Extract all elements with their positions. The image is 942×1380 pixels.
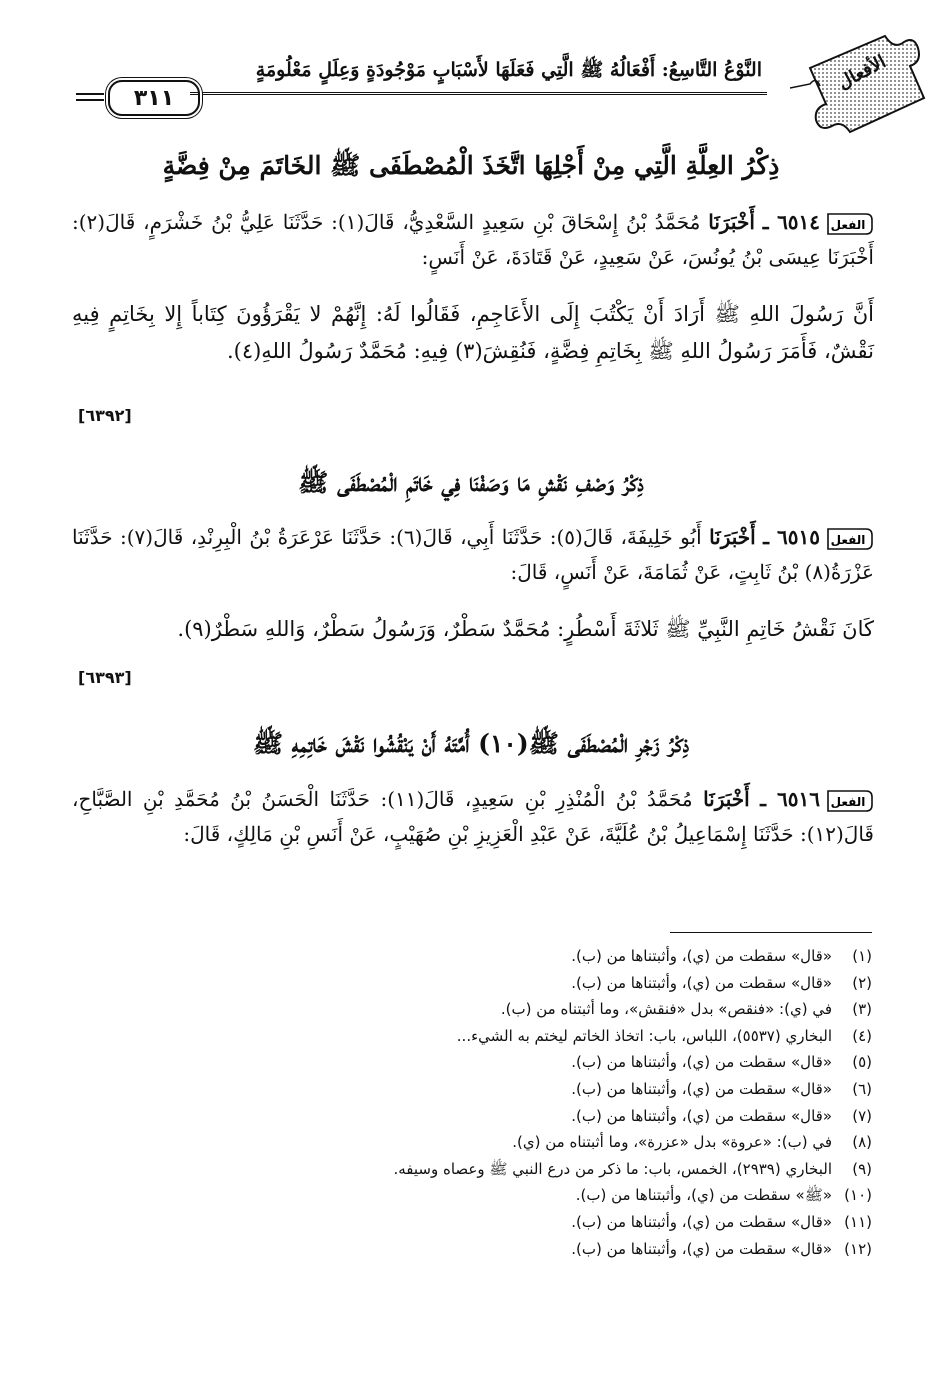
isnad-paragraph xyxy=(72,520,874,590)
footnote-number: (١٢) xyxy=(844,1239,872,1258)
akhbarana: أَخْبَرَنَا xyxy=(703,787,750,811)
footnote-text: «قال» سقطت من (ي)، وأثبتناها من (ب). xyxy=(571,1106,832,1125)
footnote-number: (١١) xyxy=(844,1212,872,1231)
footnote-text: «قال» سقطت من (ي)، وأثبتناها من (ب). xyxy=(571,947,832,965)
footnote-text: «قال» سقطت من (ي)، وأثبتناها من (ب). xyxy=(571,1053,832,1072)
footnote-text: البخاري (٢٩٣٩)، الخمس، باب: ما ذكر من درع النبي ﷺ وعصاه وسيفه. xyxy=(393,1159,832,1178)
section-heading: ذِكْرُ زَجْرِ الْمُصْطَفَى ﷺ(١٠) أُمَّتَهُ أَنْ يَنْقُشُوا نَقْشَ خَاتِمِهِ ﷺ xyxy=(252,729,690,758)
hadith-number: ٦٥١٦ ـ xyxy=(760,787,820,811)
section-tag-label: الأفعال xyxy=(834,51,890,94)
footnote-number: (١٠) xyxy=(844,1186,872,1205)
footnote-number: (٢) xyxy=(852,973,872,992)
footnote xyxy=(72,1103,872,1130)
footnote xyxy=(72,943,872,970)
footnote xyxy=(72,1076,872,1103)
isnad-text: مُحَمَّدُ بْنُ إِسْحَاقَ بْنِ سَعِيدٍ السَّعْدِيُّ، قَالَ(١): حَدَّثَنَا عَلِيُّ بْنُ خَشْرَمٍ، قَالَ(٢): أَخْبَرَنَا عِيسَى بْنُ يُونُسَ، عَنْ سَعِيدٍ، عَنْ قَتَادَةَ، عَنْ أَنَسٍ: xyxy=(72,210,874,269)
footnote-text: «قال» سقطت من (ي)، وأثبتناها من (ب). xyxy=(571,1212,832,1231)
matn-paragraph: كَانَ نَقْشُ خَاتِمِ النَّبِيِّ ﷺ ثَلاثَةَ أَسْطُرٍ: مُحَمَّدٌ سَطْرٌ، وَرَسُولُ سَطْرٌ، وَاللهِ سَطْرٌ(٩). xyxy=(177,617,874,641)
badge-label: الفعل xyxy=(830,532,866,547)
footnote xyxy=(72,1129,872,1156)
footnote-text: «قال» سقطت من (ي)، وأثبتناها من (ب). xyxy=(571,973,832,992)
fiil-badge-icon xyxy=(826,211,874,237)
hadith-number: ٦٥١٤ ـ xyxy=(762,210,821,234)
header-rule xyxy=(190,92,767,95)
header-rule-left xyxy=(76,99,104,101)
footnote-number: (٧) xyxy=(852,1106,872,1125)
footnote-number: (٦) xyxy=(852,1079,872,1098)
footnote-text: «قال» سقطت من (ي)، وأثبتناها من (ب). xyxy=(571,1239,832,1258)
footnote-text: «قال» سقطت من (ي)، وأثبتناها من (ب). xyxy=(571,1079,832,1098)
running-title: النَّوْعُ التَّاسِعُ: أَفْعَالُهُ ﷺ الَّتِي فَعَلَهَا لأَسْبَابٍ مَوْجُودَةٍ وَعِلَلٍ مَعْلُومَةٍ xyxy=(255,59,762,81)
badge-label: الفعل xyxy=(830,794,866,809)
section-tag-emblem xyxy=(790,28,932,146)
footnote xyxy=(72,1156,872,1183)
page-number: ٣١١ xyxy=(108,80,200,116)
footnote-number: (٨) xyxy=(852,1133,872,1152)
footnote-number: (٥) xyxy=(852,1053,872,1072)
footnote xyxy=(72,996,872,1023)
isnad-paragraph xyxy=(72,205,874,275)
footnote-text: «ﷺ» سقطت من (ي)، وأثبتناها من (ب). xyxy=(575,1186,832,1205)
footnote-number: (١) xyxy=(852,947,872,965)
footnote-number: (٣) xyxy=(852,1000,872,1019)
matn-paragraph: أَنَّ رَسُولَ اللهِ ﷺ أَرَادَ أَنْ يَكْتُبَ إِلَى الأَعَاجِمِ، فَقَالُوا لَهُ: إِنَّهُمْ لا يَقْرَؤُونَ كِتَاباً إِلا بِخَاتِمٍ فِيهِ نَقْشٌ، فَأَمَرَ رَسُولُ اللهِ ﷺ بِخَاتِمِ فِضَّةٍ، فَنُقِشَ(٣) فِيهِ: مُحَمَّدٌ رَسُولُ اللهِ(٤). xyxy=(72,302,874,363)
footnote xyxy=(72,1236,872,1263)
footnote xyxy=(72,1182,872,1209)
footnote xyxy=(72,970,872,997)
hadith-number: ٦٥١٥ ـ xyxy=(763,525,820,549)
section-heading: ذِكْرُ وَصْفِ نَقْشِ مَا وَصَفْنَا فِي خَاتَمِ الْمُصْطَفَى ﷺ xyxy=(298,468,644,497)
footnote-number: (٤) xyxy=(852,1026,872,1045)
akhbarana: أَخْبَرَنَا xyxy=(708,210,755,234)
footnote-text: البخاري (٥٥٣٧)، اللباس، باب: اتخاذ الخاتم ليختم به الشيء... xyxy=(456,1026,832,1045)
footnote-separator xyxy=(670,932,872,933)
isnad-text: مُحَمَّدُ بْنُ الْمُنْذِرِ بْنِ سَعِيدٍ، قَالَ(١١): حَدَّثَنَا الْحَسَنُ بْنُ مُحَمَّدِ بْنِ الصَّبَّاحِ، قَالَ(١٢): حَدَّثَنَا إِسْمَاعِيلُ بْنُ عُلَيَّةَ، عَنْ عَبْدِ الْعَزِيزِ بْنِ صُهَيْبٍ، عَنْ أَنَسِ بْنِ مَالِكٍ، قَالَ: xyxy=(72,787,874,846)
isnad-paragraph xyxy=(72,782,874,852)
footnote-text: في (ب): «عروة» بدل «عزرة»، وما أثبتناه من (ي). xyxy=(512,1133,832,1152)
fiil-badge-icon xyxy=(826,526,874,552)
akhbarana: أَخْبَرَنَا xyxy=(709,525,756,549)
header-rule-left xyxy=(76,93,104,95)
fiil-badge-icon xyxy=(826,788,874,814)
badge-label: الفعل xyxy=(830,217,866,232)
isnad-text: أَبُو خَلِيفَةَ، قَالَ(٥): حَدَّثَنَا أَبِي، قَالَ(٦): حَدَّثَنَا عَرْعَرَةُ بْنُ الْبِرِنْدِ، قَالَ(٧): حَدَّثَنَا عَزْرَةُ(٨) بْنُ ثَابِتٍ، عَنْ ثُمَامَةَ، عَنْ أَنَسٍ، قَالَ: xyxy=(72,525,874,584)
cross-reference: [٦٣٩٢] xyxy=(78,406,132,425)
footnote-text: في (ي): «فنقص» بدل «فنقش»، وما أثبتناه من (ب). xyxy=(500,1000,832,1019)
footnotes xyxy=(72,943,872,1262)
footnote xyxy=(72,1023,872,1050)
footnote xyxy=(72,1049,872,1076)
footnote xyxy=(72,1209,872,1236)
cross-reference: [٦٣٩٣] xyxy=(78,668,132,687)
section-heading: ذِكْرُ العِلَّةِ الَّتِي مِنْ أَجْلِهَا اتَّخَذَ الْمُصْطَفَى ﷺ الخَاتَمَ مِنْ فِضَّةٍ xyxy=(162,151,780,180)
footnote-number: (٩) xyxy=(852,1159,872,1178)
